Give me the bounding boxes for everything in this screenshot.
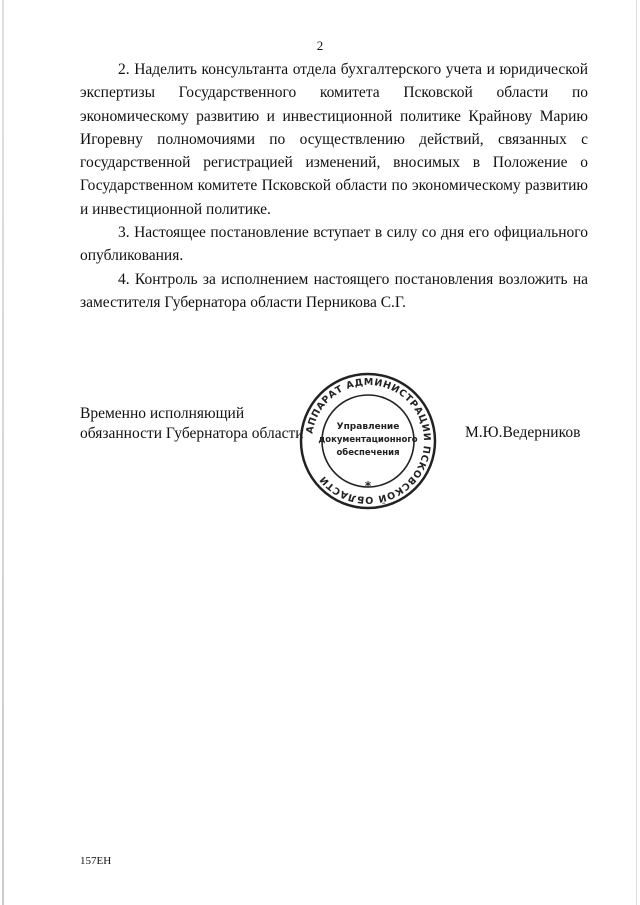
seal-inner-line1: Управление: [336, 422, 400, 432]
document-body: [80, 58, 588, 314]
paragraph-2: 2. Наделить консультанта отдела бухгалтерского учета и юридической экспертизы Государственного комитета Псковской области по экономическому развитию и инвестиционной политике Крайнову Марию Игоревну полномочиями по осуществлению действий, связанных с государственной регистрацией изменений, вносимых в Положение о Государственном комитете Псковской области по экономическому развитию и инвестиционной политике.: [80, 61, 588, 218]
page-number: 2: [316, 38, 324, 53]
document-code: 157ЕН: [80, 855, 112, 867]
scan-edge-right: [636, 0, 637, 905]
paragraph-3: 3. Настоящее постановление вступает в силу со дня его официального опубликования.: [80, 224, 588, 265]
seal-outer-text: АППАРАТ АДМИНИСТРАЦИИ ПСКОВСКОЙ ОБЛАСТИ: [304, 376, 433, 506]
signatory-name: М.Ю.Ведерников: [465, 424, 581, 441]
seal-inner-line2: документационного: [318, 435, 418, 445]
seal-inner-line3: обеспечения: [336, 448, 400, 458]
signatory-position-line2: обязанности Губернатора области: [80, 425, 304, 442]
signatory-position: [80, 404, 304, 444]
seal-star-icon: *: [364, 479, 372, 493]
paragraph-4: 4. Контроль за исполнением настоящего постановления возложить на заместителя Губернатора области Перникова С.Г.: [80, 270, 588, 311]
signatory-position-line1: Временно исполняющий: [80, 405, 245, 422]
scan-edge-left: [2, 0, 4, 905]
official-seal: [298, 371, 438, 511]
